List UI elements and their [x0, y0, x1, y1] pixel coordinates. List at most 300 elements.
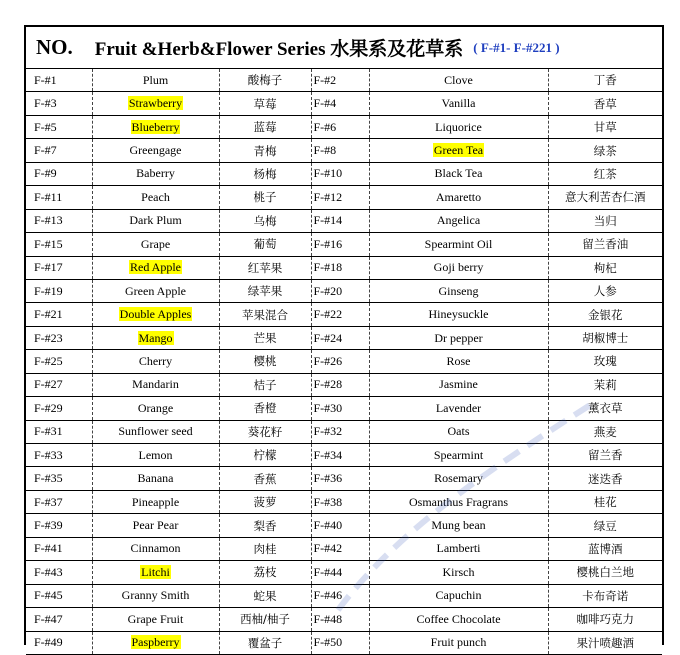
table-row	[26, 373, 662, 396]
flavor-code-text: F-#31	[34, 424, 63, 439]
flavor-name-zh-text: 葡萄	[253, 237, 277, 252]
table-row	[26, 631, 662, 654]
flavor-name-en	[369, 326, 548, 349]
flavor-name-zh-text: 绿豆	[593, 518, 617, 533]
flavor-name-zh	[548, 420, 662, 443]
flavor-name-zh-text: 香蕉	[253, 471, 277, 486]
flavor-name-zh	[548, 514, 662, 537]
flavor-name-en	[369, 584, 548, 607]
flavor-code	[311, 92, 369, 115]
flavor-name-zh	[219, 256, 311, 279]
flavor-code-text: F-#43	[34, 564, 63, 579]
flavor-code-text: F-#26	[313, 353, 343, 368]
flavor-code	[311, 514, 369, 537]
flavor-name-en-text: Capuchin	[435, 588, 482, 603]
flavor-name-en	[92, 139, 219, 162]
flavor-name-zh	[219, 69, 311, 92]
flavor-name-zh	[548, 537, 662, 560]
flavor-code-text: F-#23	[34, 330, 63, 345]
flavor-name-en	[369, 69, 548, 92]
flavor-name-en-text: Hineysuckle	[428, 307, 489, 322]
flavor-name-en	[92, 186, 219, 209]
flavor-code-text: F-#3	[34, 96, 57, 111]
flavor-code-text: F-#46	[313, 588, 343, 603]
flavor-code	[26, 490, 92, 513]
flavor-name-en	[369, 373, 548, 396]
flavor-name-zh-text: 樱桃白兰地	[576, 565, 634, 580]
flavor-name-en	[369, 92, 548, 115]
flavor-name-zh	[548, 303, 662, 326]
flavor-name-en	[92, 326, 219, 349]
table-row	[26, 537, 662, 560]
flavor-name-zh	[548, 444, 662, 467]
flavor-name-en	[92, 373, 219, 396]
flavor-name-zh-text: 枸杞	[593, 260, 617, 275]
flavor-name-en-text: Plum	[142, 72, 169, 87]
flavor-name-en	[369, 209, 548, 232]
flavor-name-en-text: Orange	[137, 400, 174, 415]
flavor-name-en-text: Dark Plum	[129, 213, 182, 228]
flavor-name-en	[92, 92, 219, 115]
flavor-code-text: F-#11	[34, 189, 63, 204]
flavor-name-en	[369, 537, 548, 560]
flavor-code	[26, 69, 92, 92]
flavor-code-text: F-#33	[34, 447, 63, 462]
flavor-code-text: F-#16	[313, 236, 343, 251]
flavor-code-text: F-#39	[34, 518, 63, 533]
flavor-name-en-text: Coffee Chocolate	[416, 611, 501, 626]
flavor-name-en	[369, 139, 548, 162]
flavor-name-zh-text: 柠檬	[253, 448, 277, 463]
flavor-code-text: F-#19	[34, 283, 63, 298]
flavor-name-en-text: Black Tea	[434, 166, 483, 181]
flavor-code	[26, 561, 92, 584]
flavor-name-zh-text: 胡椒博士	[582, 331, 629, 346]
flavor-name-en-text: Dr pepper	[434, 330, 483, 345]
flavor-name-zh-text: 香草	[593, 96, 617, 111]
flavor-name-zh	[548, 209, 662, 232]
flavor-code	[311, 467, 369, 490]
table-row	[26, 561, 662, 584]
flavor-code-text: F-#18	[313, 260, 343, 275]
flavor-name-zh	[548, 69, 662, 92]
flavor-code	[311, 326, 369, 349]
flavor-name-en	[369, 608, 548, 631]
flavor-name-zh-text: 乌梅	[253, 213, 277, 228]
flavor-name-en	[92, 256, 219, 279]
flavor-name-zh-text: 桂花	[593, 495, 617, 510]
flavor-code	[311, 490, 369, 513]
flavor-code-text: F-#7	[34, 143, 57, 158]
flavor-name-zh-text: 菠萝	[253, 495, 277, 510]
flavor-name-en	[92, 69, 219, 92]
flavor-name-zh	[219, 537, 311, 560]
flavor-name-en	[92, 608, 219, 631]
flavor-name-zh-text: 芒果	[253, 331, 277, 346]
flavor-name-en-text: Double Apples	[119, 307, 192, 322]
flavor-name-zh	[219, 186, 311, 209]
flavor-code-text: F-#6	[313, 119, 337, 134]
flavor-name-en	[369, 115, 548, 138]
flavor-name-zh-text: 人参	[593, 284, 617, 299]
flavor-code	[311, 350, 369, 373]
flavor-name-en	[92, 209, 219, 232]
flavor-name-en-text: Pear Pear	[132, 518, 179, 533]
flavor-name-en-text: Spearmint	[433, 447, 484, 462]
flavor-name-zh-text: 意大利苦杏仁酒	[565, 190, 646, 205]
flavor-code-text: F-#29	[34, 400, 63, 415]
title-bar	[26, 27, 662, 69]
flavor-code	[26, 397, 92, 420]
flavor-name-zh	[548, 326, 662, 349]
flavor-name-zh	[548, 467, 662, 490]
flavor-name-en-text: Kirsch	[442, 564, 475, 579]
flavor-name-zh-text: 玫瑰	[593, 354, 617, 369]
flavor-name-en	[369, 162, 548, 185]
table-row	[26, 514, 662, 537]
flavor-name-zh-text: 草莓	[253, 96, 277, 111]
flavor-name-zh-text: 薰衣草	[588, 401, 623, 416]
flavor-name-en-text: Lamberti	[436, 541, 481, 556]
flavor-code	[311, 561, 369, 584]
flavor-name-en-text: Pineapple	[131, 494, 180, 509]
flavor-name-en	[369, 233, 548, 256]
flavor-name-en	[369, 561, 548, 584]
flavor-name-en-text: Peach	[141, 189, 170, 204]
flavor-name-en-text: Mung bean	[431, 518, 486, 533]
flavor-name-zh	[219, 490, 311, 513]
flavor-name-en-text: Granny Smith	[121, 588, 190, 603]
flavor-name-en	[92, 115, 219, 138]
flavor-code-text: F-#12	[313, 189, 343, 204]
flavor-name-en	[92, 420, 219, 443]
table-row	[26, 397, 662, 420]
flavor-code	[311, 186, 369, 209]
flavor-name-en	[92, 514, 219, 537]
flavor-name-zh-text: 咖啡巧克力	[576, 612, 634, 627]
table-row	[26, 467, 662, 490]
flavor-code-text: F-#41	[34, 541, 63, 556]
flavor-code-text: F-#36	[313, 471, 343, 486]
flavor-code	[311, 584, 369, 607]
flavor-code	[26, 115, 92, 138]
flavor-code	[311, 256, 369, 279]
flavor-code-text: F-#40	[313, 518, 343, 533]
flavor-name-zh	[548, 397, 662, 420]
flavor-code	[26, 139, 92, 162]
flavor-code-text: F-#17	[34, 260, 63, 275]
table-row	[26, 69, 662, 92]
flavor-name-en-text: Green Tea	[433, 143, 484, 158]
flavor-name-en	[92, 397, 219, 420]
flavor-name-zh-text: 桃子	[253, 190, 277, 205]
flavor-name-zh-text: 覆盆子	[247, 635, 283, 650]
flavor-name-en-text: Mandarin	[132, 377, 179, 392]
flavor-name-en-text: Grape	[140, 236, 171, 251]
flavor-name-zh	[219, 467, 311, 490]
table-row	[26, 584, 662, 607]
table-row	[26, 92, 662, 115]
flavor-code	[311, 115, 369, 138]
flavor-code-text: F-#38	[313, 494, 343, 509]
flavor-code-text: F-#8	[313, 143, 337, 158]
flavor-name-en-text: Liquorice	[435, 119, 482, 134]
flavor-name-zh	[219, 92, 311, 115]
flavor-code	[311, 162, 369, 185]
flavor-name-en-text: Osmanthus Fragrans	[409, 494, 508, 509]
flavor-name-en	[92, 584, 219, 607]
flavor-code-text: F-#49	[34, 635, 63, 650]
flavor-code	[26, 209, 92, 232]
flavor-code-text: F-#47	[34, 611, 63, 626]
flavor-code	[311, 233, 369, 256]
flavor-name-en-text: Grape Fruit	[127, 611, 184, 626]
flavor-code	[311, 373, 369, 396]
flavor-code-text: F-#28	[313, 377, 343, 392]
flavor-name-en	[92, 444, 219, 467]
flavor-code-text: F-#5	[34, 119, 57, 134]
flavor-name-en	[369, 256, 548, 279]
flavor-name-zh-text: 红苹果	[247, 260, 283, 275]
flavor-code	[311, 303, 369, 326]
table-row	[26, 279, 662, 302]
flavor-name-zh	[219, 608, 311, 631]
flavor-code	[26, 350, 92, 373]
flavor-name-zh-text: 蓝博酒	[588, 541, 623, 556]
flavor-code	[311, 279, 369, 302]
flavor-code-text: F-#22	[313, 307, 343, 322]
flavor-code	[311, 69, 369, 92]
flavor-name-en	[92, 279, 219, 302]
flavor-code-text: F-#50	[313, 635, 343, 650]
flavor-code-text: F-#45	[34, 588, 63, 603]
flavor-name-zh	[548, 115, 662, 138]
flavor-code	[26, 537, 92, 560]
flavor-name-zh	[548, 92, 662, 115]
flavor-code-text: F-#10	[313, 166, 343, 181]
flavor-code-text: F-#42	[313, 541, 343, 556]
flavor-name-en-text: Oats	[447, 424, 470, 439]
table-row	[26, 139, 662, 162]
flavor-name-en-text: Vanilla	[441, 96, 476, 111]
table-row	[26, 186, 662, 209]
flavor-name-en-text: Banana	[137, 471, 174, 486]
table-row	[26, 115, 662, 138]
flavor-name-en-text: Cherry	[138, 353, 173, 368]
flavor-code	[26, 162, 92, 185]
flavor-name-en-text: Litchi	[141, 564, 170, 579]
flavor-name-zh	[548, 373, 662, 396]
flavor-name-en-text: Greengage	[129, 143, 182, 158]
flavor-code	[26, 444, 92, 467]
flavor-name-zh-text: 燕麦	[593, 424, 617, 439]
flavor-name-en-text: Paspberry	[131, 635, 180, 650]
flavor-name-en-text: Lavender	[435, 400, 482, 415]
table-row	[26, 256, 662, 279]
flavor-name-zh-text: 留兰香油	[582, 237, 629, 252]
flavor-code-text: F-#32	[313, 424, 343, 439]
flavor-name-en-text: Fruit punch	[430, 635, 487, 650]
flavor-code-text: F-#9	[34, 166, 57, 181]
flavor-code-text: F-#34	[313, 447, 343, 462]
flavor-name-zh	[219, 514, 311, 537]
flavor-code	[311, 139, 369, 162]
flavor-name-zh	[219, 397, 311, 420]
flavor-table	[26, 69, 662, 655]
flavor-name-zh-text: 丁香	[593, 73, 617, 88]
flavor-name-zh	[219, 162, 311, 185]
flavor-name-zh	[548, 584, 662, 607]
flavor-code-text: F-#44	[313, 564, 343, 579]
flavor-code-text: F-#2	[313, 72, 337, 87]
flavor-name-zh	[548, 233, 662, 256]
flavor-name-zh-text: 蓝莓	[253, 120, 277, 135]
header-no: NO.	[36, 35, 73, 59]
flavor-name-en-text: Sunflower seed	[118, 424, 193, 439]
flavor-name-en-text: Lemon	[138, 447, 173, 462]
flavor-name-en	[369, 350, 548, 373]
flavor-name-zh-text: 梨香	[253, 518, 277, 533]
flavor-name-zh-text: 桔子	[253, 377, 277, 392]
flavor-code	[26, 92, 92, 115]
flavor-code	[26, 233, 92, 256]
flavor-code	[311, 444, 369, 467]
flavor-name-zh-text: 肉桂	[253, 541, 277, 556]
flavor-name-zh	[548, 256, 662, 279]
flavor-name-en-text: Red Apple	[130, 260, 181, 275]
flavor-name-en-text: Mango	[138, 330, 173, 345]
flavor-name-zh-text: 果汁喷趣酒	[576, 635, 634, 650]
flavor-code-text: F-#14	[313, 213, 343, 228]
flavor-name-zh	[219, 233, 311, 256]
flavor-name-zh	[548, 490, 662, 513]
flavor-catalog-sheet	[24, 25, 664, 650]
flavor-name-zh	[219, 279, 311, 302]
flavor-code	[26, 256, 92, 279]
flavor-code	[26, 584, 92, 607]
flavor-name-zh	[548, 561, 662, 584]
flavor-name-zh-text: 葵花籽	[247, 424, 283, 439]
flavor-name-en	[369, 303, 548, 326]
flavor-name-en	[369, 444, 548, 467]
flavor-code	[26, 326, 92, 349]
flavor-code-text: F-#27	[34, 377, 63, 392]
flavor-code	[26, 467, 92, 490]
flavor-name-zh	[219, 350, 311, 373]
flavor-name-en	[92, 233, 219, 256]
flavor-code	[26, 186, 92, 209]
table-row	[26, 326, 662, 349]
flavor-name-zh-text: 绿苹果	[247, 284, 283, 299]
flavor-name-en	[369, 397, 548, 420]
flavor-name-zh	[548, 631, 662, 654]
flavor-name-zh-text: 苹果混合	[242, 307, 288, 322]
flavor-name-en	[369, 186, 548, 209]
flavor-code-text: F-#13	[34, 213, 63, 228]
flavor-name-en	[369, 279, 548, 302]
flavor-name-zh-text: 卡布奇诺	[582, 588, 629, 603]
flavor-name-zh-text: 西柚/柚子	[240, 612, 290, 627]
flavor-code-text: F-#30	[313, 400, 343, 415]
flavor-name-en	[92, 467, 219, 490]
flavor-code-text: F-#25	[34, 353, 63, 368]
flavor-name-zh-text: 蛇果	[253, 588, 277, 603]
flavor-name-en	[92, 162, 219, 185]
flavor-code	[311, 608, 369, 631]
flavor-name-en-text: Rose	[446, 353, 471, 368]
flavor-name-zh-text: 红茶	[593, 166, 617, 181]
flavor-code	[26, 303, 92, 326]
flavor-code	[311, 420, 369, 443]
flavor-name-zh-text: 荔枝	[253, 565, 277, 580]
flavor-name-en	[92, 561, 219, 584]
flavor-name-zh	[219, 373, 311, 396]
flavor-code	[311, 209, 369, 232]
flavor-name-en	[369, 631, 548, 654]
flavor-name-en-text: Rosemary	[434, 471, 483, 486]
flavor-name-zh-text: 金银花	[588, 307, 623, 322]
flavor-name-zh	[219, 326, 311, 349]
flavor-name-zh	[548, 350, 662, 373]
flavor-name-en	[92, 537, 219, 560]
flavor-code	[26, 631, 92, 654]
flavor-name-zh	[548, 279, 662, 302]
flavor-name-zh-text: 樱桃	[253, 354, 277, 369]
flavor-code	[311, 537, 369, 560]
flavor-name-en-text: Goji berry	[433, 260, 484, 275]
flavor-name-zh-text: 迷迭香	[588, 471, 623, 486]
flavor-name-zh	[219, 444, 311, 467]
flavor-name-en	[92, 303, 219, 326]
flavor-name-en-text: Cinnamon	[130, 541, 181, 556]
table-row	[26, 608, 662, 631]
flavor-name-en-text: Blueberry	[131, 119, 180, 134]
flavor-name-en-text: Ginseng	[438, 283, 479, 298]
flavor-code-text: F-#1	[34, 72, 57, 87]
table-row	[26, 209, 662, 232]
code-range: ( F-#1- F-#221 )	[473, 39, 560, 55]
page-title: Fruit &Herb&Flower Series 水果系及花草系	[94, 39, 464, 60]
flavor-code-text: F-#4	[313, 96, 337, 111]
flavor-name-zh	[548, 608, 662, 631]
flavor-name-en-text: Clove	[444, 72, 473, 87]
table-row	[26, 233, 662, 256]
flavor-code	[311, 397, 369, 420]
flavor-name-zh-text: 青梅	[253, 143, 277, 158]
flavor-name-zh-text: 当归	[593, 213, 617, 228]
flavor-code-text: F-#15	[34, 236, 63, 251]
flavor-code-text: F-#21	[34, 307, 63, 322]
flavor-name-en-text: Amaretto	[435, 189, 482, 204]
flavor-name-en	[92, 350, 219, 373]
flavor-name-zh-text: 甘草	[593, 120, 617, 135]
flavor-code-text: F-#20	[313, 283, 343, 298]
flavor-code-text: F-#24	[313, 330, 343, 345]
flavor-name-zh	[219, 561, 311, 584]
table-row	[26, 420, 662, 443]
flavor-name-en	[369, 490, 548, 513]
flavor-code-text: F-#35	[34, 471, 63, 486]
flavor-code	[26, 514, 92, 537]
flavor-name-zh-text: 绿茶	[593, 143, 617, 158]
flavor-code	[311, 631, 369, 654]
flavor-name-en-text: Green Apple	[125, 283, 186, 298]
flavor-code-text: F-#48	[313, 611, 343, 626]
flavor-name-en	[369, 467, 548, 490]
flavor-name-zh	[219, 115, 311, 138]
flavor-name-zh	[548, 162, 662, 185]
flavor-name-en	[92, 631, 219, 654]
